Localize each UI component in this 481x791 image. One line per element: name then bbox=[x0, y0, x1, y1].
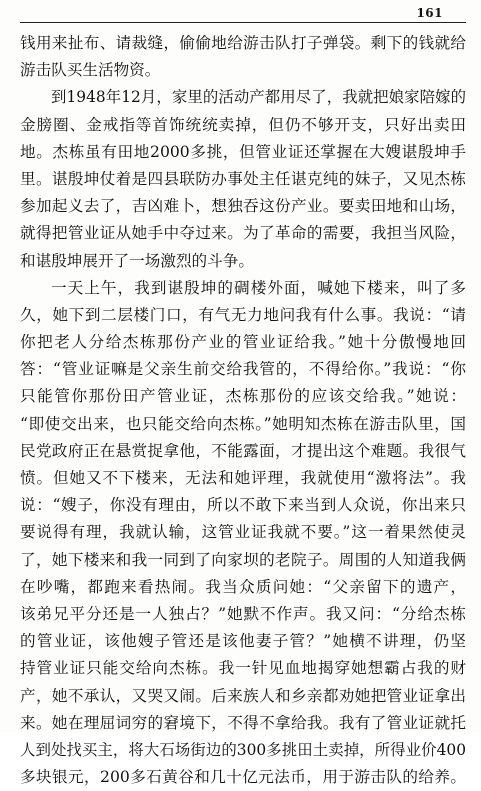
text-line: 久，她下到二层楼门口，有气无力地问我有什么事。我说：“请 bbox=[20, 305, 466, 324]
page-number: 161 bbox=[416, 6, 443, 20]
text-line: 多块银元，200多石黄谷和几十亿元法币，用于游击队的给养。 bbox=[20, 768, 466, 787]
body-text bbox=[20, 30, 466, 791]
text-line: 说：“嫂子，你没有理由，所以不敢下来当到人众说，你出来只 bbox=[20, 496, 466, 515]
text-line: 到1948年12月，家里的活动产都用尽了，我就把娘家陪嫁的 bbox=[51, 88, 466, 107]
text-line: 要说得有理，我就认输，这管业证我就不要。”这一着果然使灵 bbox=[20, 523, 466, 542]
text-line: 了，她下楼来和我一同到了向家坝的老院子。周围的人知道我俩 bbox=[20, 550, 466, 569]
text-line: 的管业证，该他嫂子管还是该他妻子管？”她横不讲理，仍坚 bbox=[20, 632, 466, 651]
text-line: 产，她不承认，又哭又闹。后来族人和乡亲都劝她把管业证拿出 bbox=[20, 686, 466, 705]
text-line: 来。她在理屈词穷的窘境下，不得不拿给我。我有了管业证就托 bbox=[20, 713, 466, 732]
header-rule bbox=[20, 22, 466, 23]
text-line: 游击队买生活物资。 bbox=[20, 61, 161, 80]
text-line: 就得把管业证从她手中夺过来。为了革命的需要，我担当风险， bbox=[20, 224, 466, 243]
text-line: 参加起义去了，吉凶难卜，想独吞这份产业。要卖田地和山场， bbox=[20, 197, 466, 216]
text-line: 该弟兄平分还是一人独占？”她默不作声。我又问：“分给杰栋 bbox=[20, 604, 466, 623]
text-line: 你把老人分给杰栋那份产业的管业证给我。”她十分傲慢地回 bbox=[20, 333, 466, 352]
text-line: “即使交出来，也只能交给向杰栋。”她明知杰栋在游击队里，国 bbox=[20, 414, 466, 433]
text-line: 民党政府正在悬赏捉拿他，不能露面，才提出这个难题。我很气 bbox=[20, 441, 466, 460]
text-line: 在吵嘴，都跑来看热闹。我当众质问她：“父亲留下的遗产， bbox=[20, 577, 466, 596]
text-line: 和谌殷坤展开了一场激烈的斗争。 bbox=[20, 251, 254, 270]
text-line: 人到处找买主，将大石场街边的300多挑田土卖掉，所得业价400 bbox=[20, 740, 466, 759]
text-line: 持管业证只能交给向杰栋。我一针见血地揭穿她想霸占我的财 bbox=[20, 659, 466, 678]
text-line: 金膀圈、金戒指等首饰统统卖掉，但仍不够开支，只好出卖田 bbox=[20, 115, 466, 134]
text-line: 一天上午，我到谌殷坤的碉楼外面，喊她下楼来，叫了多 bbox=[51, 278, 466, 297]
text-line: 钱用来扯布、请裁缝，偷偷地给游击队打子弹袋。剩下的钱就给 bbox=[20, 34, 466, 52]
text-line: 里。谌殷坤仗着是四县联防办事处主任谌克纯的妹子，又见杰栋 bbox=[20, 169, 466, 188]
text-line: 愤。但她又不下楼来，无法和她评理，我就使用“激将法”。我 bbox=[20, 469, 466, 487]
text-line: 只能管你那份田产管业证，杰栋那份的应该交给我。”她说： bbox=[20, 387, 466, 406]
text-line: 答：“管业证嘛是父亲生前交给我管的，不得给你。”我说：“你 bbox=[20, 360, 466, 379]
text-line: 地。杰栋虽有田地2000多挑，但管业证还掌握在大嫂谌殷坤手 bbox=[20, 142, 466, 161]
